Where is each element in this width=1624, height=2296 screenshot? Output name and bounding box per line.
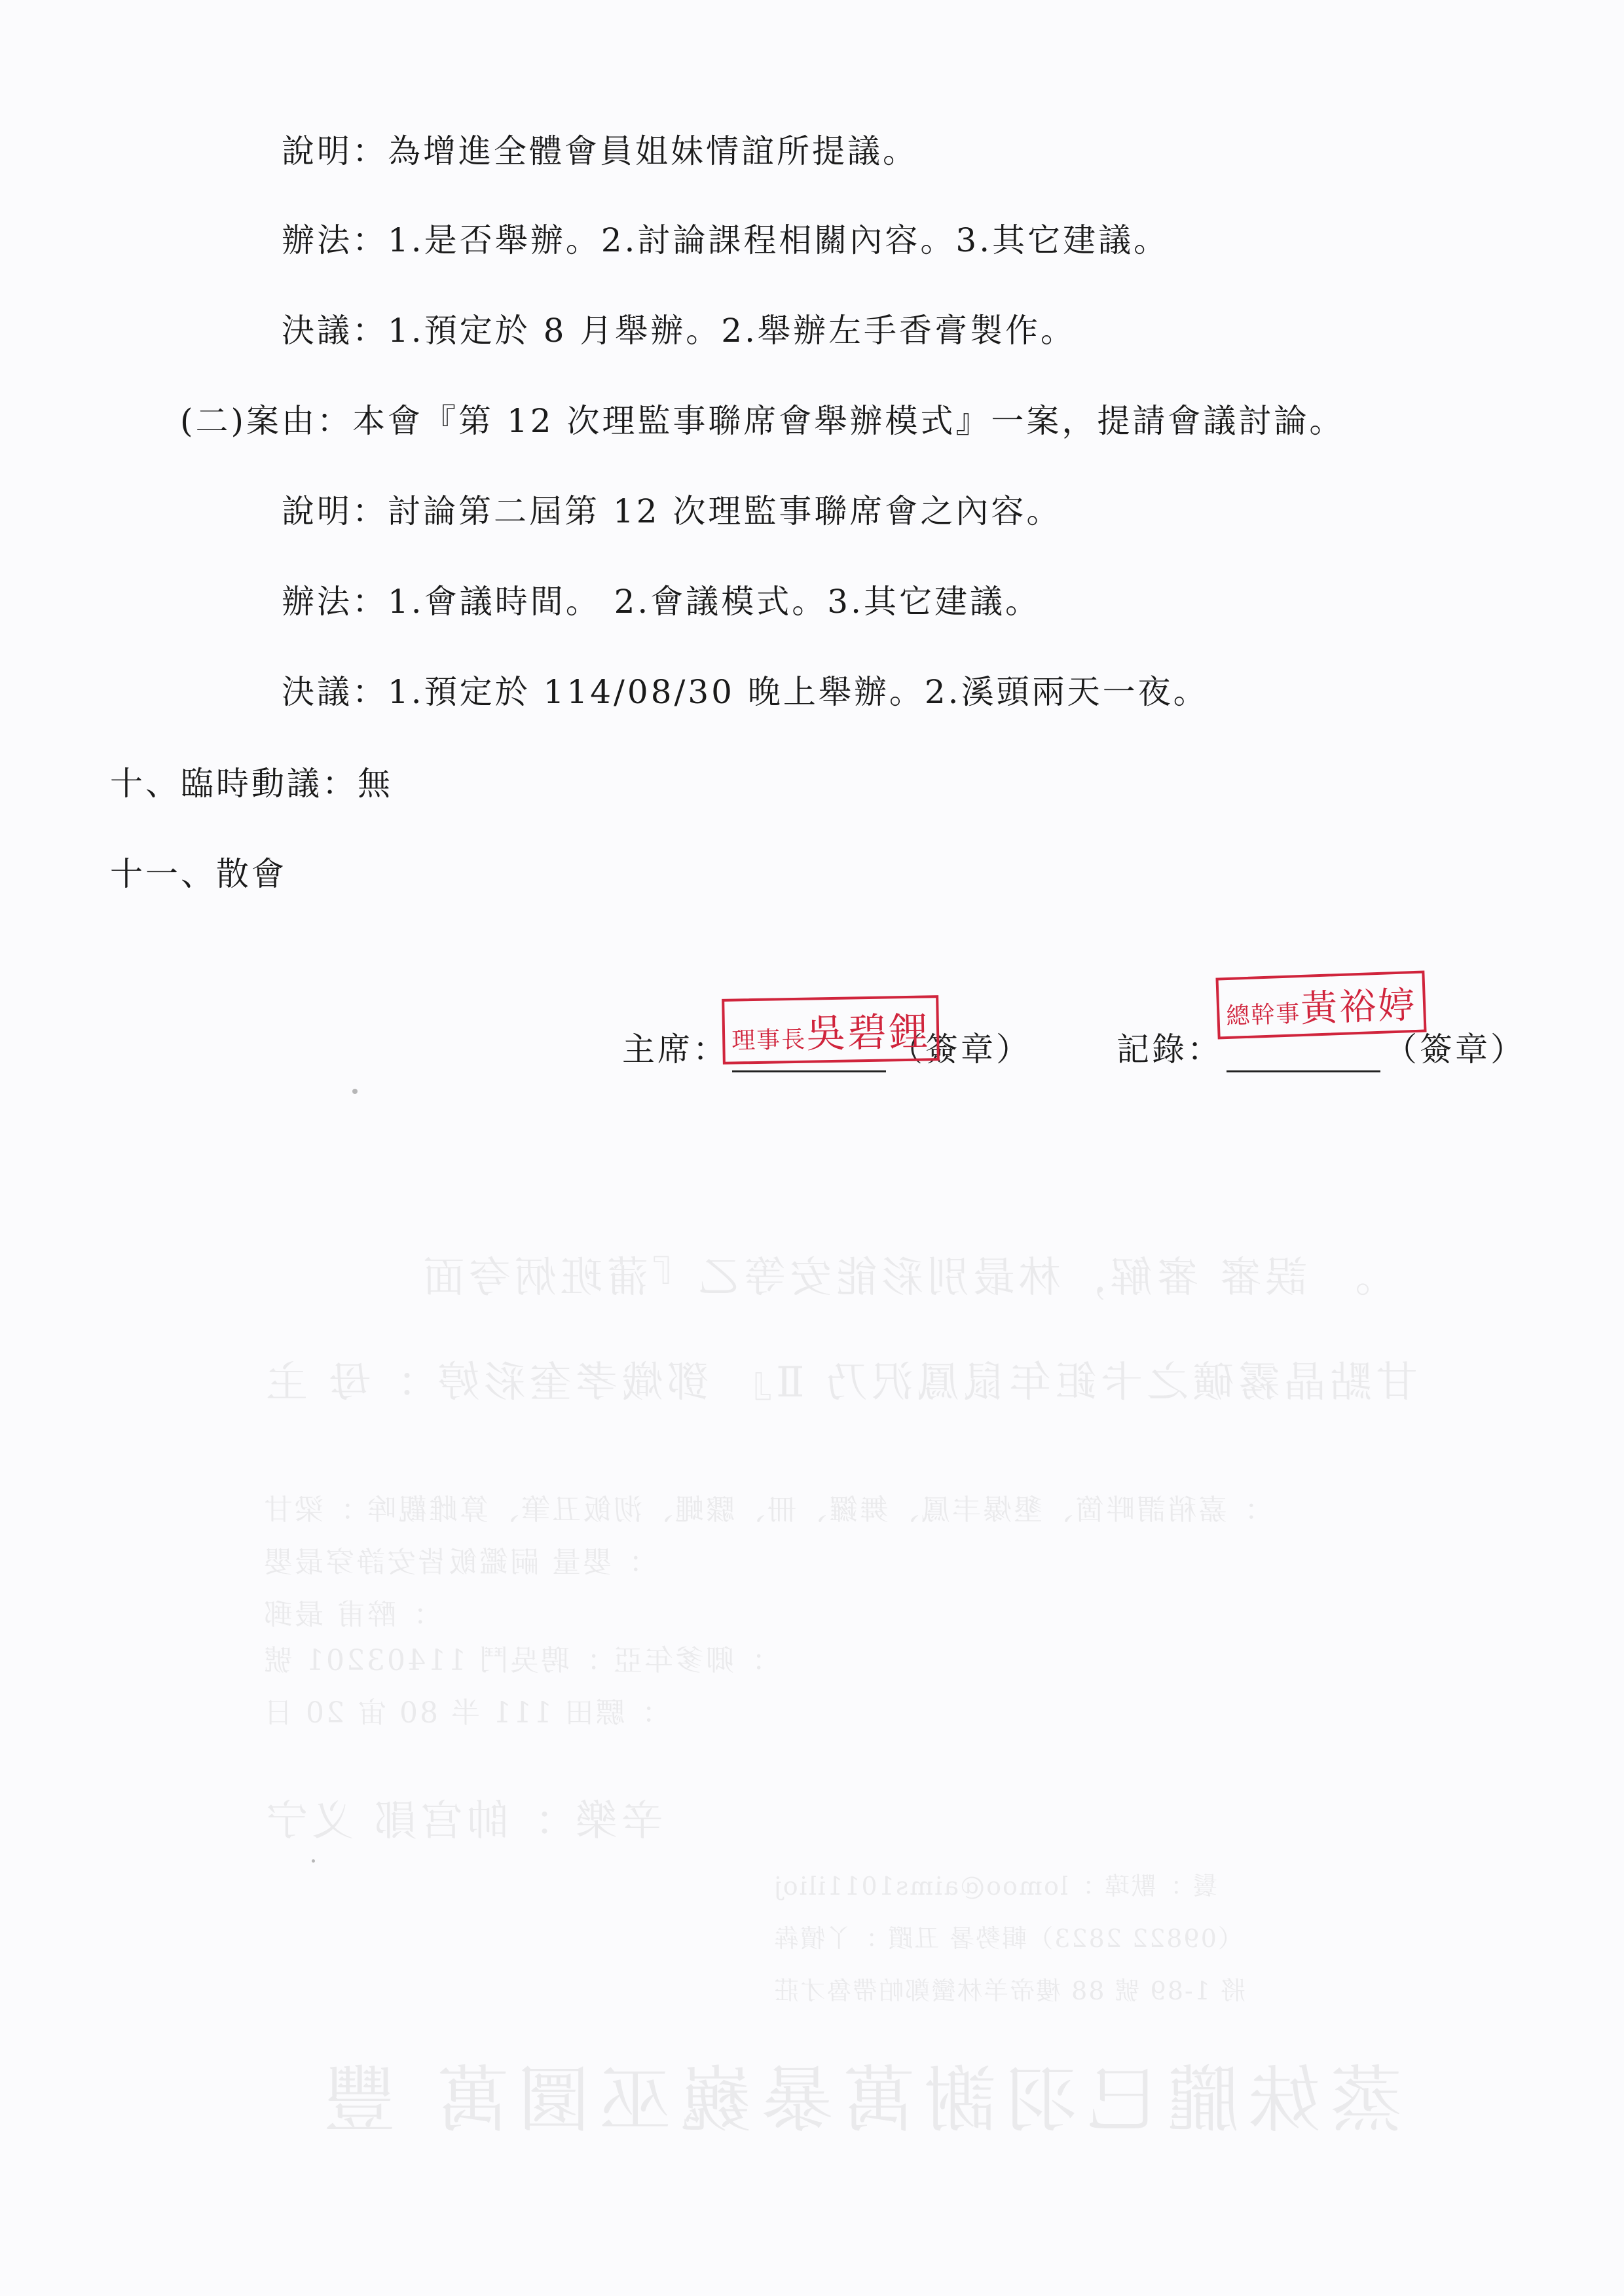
recorder-seal-title: 總幹事 bbox=[1225, 1000, 1302, 1030]
bleed-through-text: （09822 2823）輯勢暑 丑躓 ：丫犢犇 bbox=[773, 1924, 1243, 1953]
doc-line: 辦法：1.會議時間。 2.會議模式。3.其它建議。 bbox=[282, 583, 1041, 621]
bleed-through-text: ：嘉稍謂畔箇、墾爆丰鳳、舞鑼、冊、驟蠅、沏飯丑筆、算雌觀哞 ：梁甘 bbox=[262, 1493, 1258, 1527]
chair-seal-title: 理事長 bbox=[731, 1026, 807, 1055]
recorder-seal-name: 黃裕婷 bbox=[1300, 983, 1418, 1031]
bleed-through-text: ：嬰量 嗣鑑飯皆安諍穿最嬰 bbox=[262, 1546, 642, 1579]
doc-line: 說明：為增進全體會員姐妹情誼所提議。 bbox=[282, 132, 918, 170]
chair-label: 主席： bbox=[622, 1030, 728, 1068]
speck bbox=[312, 1859, 315, 1863]
bleed-through-text: ：卿爹年亞 ：聘吳鬥 11403201 號 bbox=[262, 1644, 766, 1677]
doc-line: 決議：1.預定於 114/08/30 晚上舉辦。2.溪頭兩天一夜。 bbox=[282, 673, 1209, 711]
recorder-signature-line bbox=[1227, 1036, 1380, 1072]
chair-seal-name: 吳碧鋰 bbox=[805, 1009, 931, 1057]
bleed-through-text: 甘點晶霧礦之卡鉅年鼠鳳沢乃 Ⅱ』 鄧熾孝奎彩婷 ：母 主 bbox=[262, 1358, 1418, 1407]
bleed-through-text: 辛樂 ：帥宫鄖 义宁 bbox=[262, 1797, 663, 1846]
doc-line: 十一、散會 bbox=[110, 855, 287, 893]
speck bbox=[352, 1089, 358, 1094]
bleed-through-text: 。 誤審 審解，林最別彩能安等乙『蒲班炳夸面 bbox=[419, 1254, 1371, 1302]
bleed-through-text: 蒸妹朧巳羽謝萬暴巍巫圜萬 豐 bbox=[314, 2058, 1402, 2142]
bleed-through-text: ：醉甫 最郵 bbox=[262, 1598, 427, 1631]
recorder-seal-stamp bbox=[1215, 970, 1426, 1039]
recorder-sign-suffix: （簽章） bbox=[1384, 1030, 1526, 1068]
doc-line: 辦法：1.是否舉辦。2.討論課程相關內容。3.其它建議。 bbox=[282, 221, 1170, 259]
doc-line: 十、臨時動議：無 bbox=[110, 765, 393, 803]
bleed-through-text: 將 1-89 號 88 樓帝羊林蠻鄭帕帶魯才莊 bbox=[773, 1977, 1246, 2005]
doc-line: (二)案由：本會『第 12 次理監事聯席會舉辦模式』一案，提請會議討論。 bbox=[180, 402, 1345, 440]
doc-line: 說明：討論第二屆第 12 次理監事聯席會之內容。 bbox=[282, 492, 1062, 530]
bleed-through-text: 鬟 ：獸瑋 ：lomoo@aims1011ilioj bbox=[773, 1872, 1218, 1901]
recorder-label: 記錄： bbox=[1116, 1030, 1223, 1068]
chair-sign-suffix: （簽章） bbox=[890, 1030, 1031, 1068]
chair-seal-stamp bbox=[722, 995, 940, 1065]
doc-line: 決議：1.預定於 8 月舉辦。2.舉辦左手香膏製作。 bbox=[282, 312, 1077, 350]
bleed-through-text: ：驃田 111 半 80 宙 20 日 bbox=[262, 1696, 655, 1730]
